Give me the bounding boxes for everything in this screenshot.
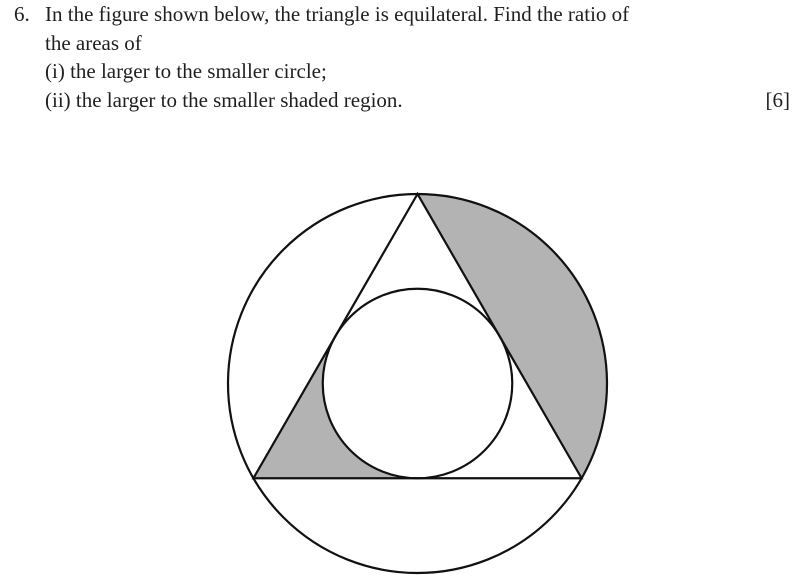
problem-item-i: (i) the larger to the smaller circle; <box>45 59 327 83</box>
large-shaded-region <box>418 194 607 478</box>
problem-item-ii: (ii) the larger to the smaller shaded region. <box>45 87 403 112</box>
problem-line2: the areas of <box>45 30 142 55</box>
problem-number: 6. <box>14 2 30 26</box>
problem-line1: In the figure shown below, the triangle is equilateral. Find the ratio of <box>45 2 630 26</box>
marks-label: [6] <box>765 87 790 112</box>
inner-circle <box>323 289 513 479</box>
small-shaded-region <box>253 336 417 478</box>
